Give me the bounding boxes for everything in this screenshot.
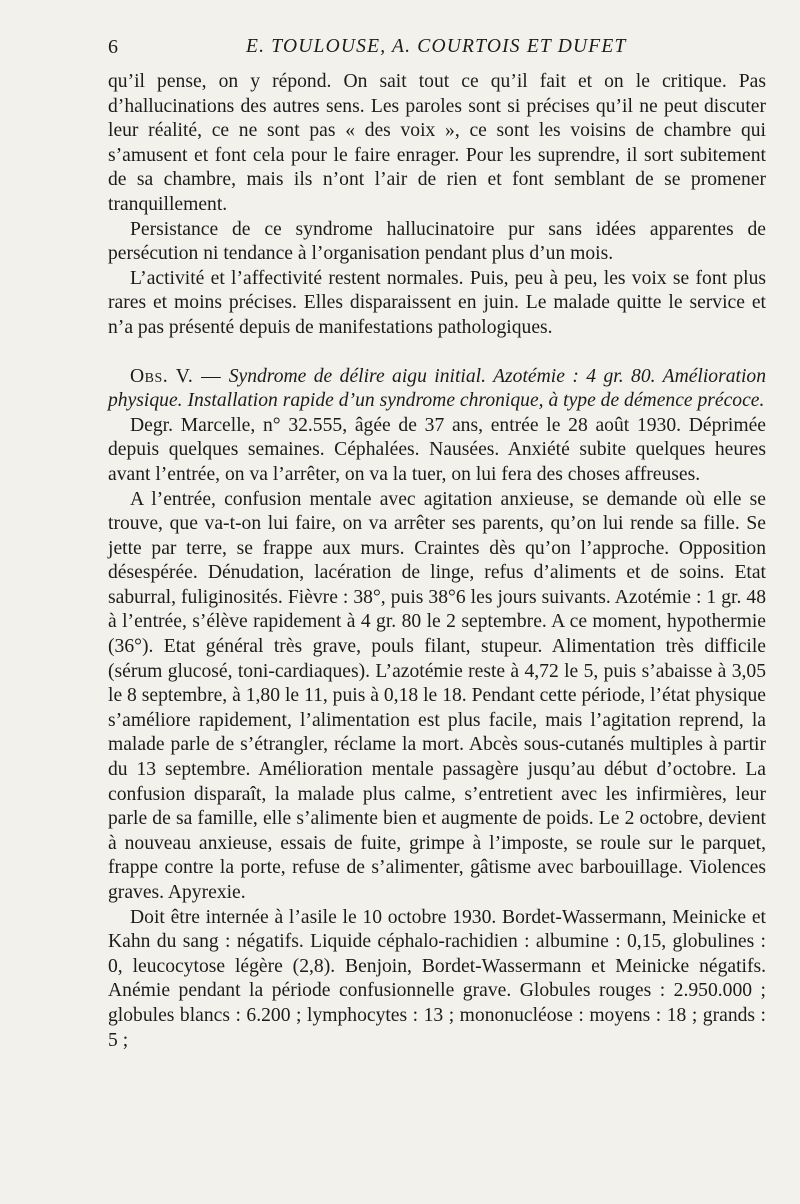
observation-title: Syndrome de délire aigu initial. Azotémie : 4 gr. 80. Amélioration physique. Installation rapide d’un syndrome chronique, à type de démence précoce. [108,365,767,412]
observation-heading [108,365,766,414]
page-header [108,22,766,66]
body-text [108,70,766,1053]
paragraph-persistence: Persistance de ce syndrome hallucinatoire pur sans idées apparentes de persécution ni tendance à l’organisation pendant plus d’un mois. [108,218,766,265]
paragraph-admission: A l’entrée, confusion mentale avec agitation anxieuse, se demande où elle se trouve, que va-t-on lui faire, on va arrêter ses parents, qu’on lui rende sa fille. Se jette par terre, se frappe aux murs. Craintes dès qu’on l’approche. Opposition désespérée. Dénudation, lacération de linge, refus d’aliments et de soins. Etat saburral, fuliginosités. Fièvre : 38°, puis 38°6 les jours suivants. Azotémie : 1 gr. 48 à l’entrée, s’élève rapidement à 4 gr. 80 le 2 septembre. A ce moment, hypothermie (36°). Etat général très grave, pouls filant, stupeur. Alimentation très difficile (sérum glucosé, toni-cardiaques). L’azotémie reste à 4,72 le 5, puis s’abaisse à 3,05 le 8 septembre, à 1,80 le 11, puis à 0,18 le 18. Pendant cette période, l’état physique s’améliore rapidement, l’alimentation est plus facile, mais l’agitation reprend, la malade parle de s’étrangler, réclame la mort. Abcès sous-cutanés multiples à partir du 13 septembre. Amélioration mentale passagère jusqu’au début d’octobre. La confusion disparaît, la malade plus calme, s’entretient avec les infirmières, leur parle de sa famille, elle s’alimente bien et augmente de poids. Le 2 octobre, devient à nouveau anxieuse, essais de fuite, grimpe à l’imposte, se roule sur le parquet, frappe contre la porte, refuse de s’alimenter, gâtisme avec barbouillage. Violences graves. Apyrexie. [108,488,766,903]
paragraph-continuation: qu’il pense, on y répond. On sait tout ce qu’il fait et on le critique. Pas d’hallucinations des autres sens. Les paroles sont si précises qu’il ne peut discuter leur réalité, ce ne sont pas « des voix », ce sont les voisins de chambre qui s’amusent et font cela pour le faire enrager. Pour les suprendre, il sort subitement de sa chambre, mais ils n’ont l’air de rien et font semblant de se promener tranquillement. [108,71,766,215]
paragraph-internment: Doit être internée à l’asile le 10 octobre 1930. Bordet-Wassermann, Meinicke et Kahn du sang : négatifs. Liquide céphalo-rachidien : albumine : 0,15, globulines : 0, leucocytose légère (2,8). Benjoin, Bordet-Wassermann et Meinicke négatifs. Anémie pendant la période confusionnelle grave. Globules rouges : 2.950.000 ; globules blancs : 6.200 ; lymphocytes : 13 ; mononucléose : moyens : 18 ; grands : 5 ; [108,906,766,1051]
running-head: E. TOULOUSE, A. COURTOIS ET DUFET [246,36,627,57]
page-number: 6 [108,36,118,58]
paragraph-activity: L’activité et l’affectivité restent normales. Puis, peu à peu, les voix se font plus rares et moins précises. Elles disparaissent en juin. Le malade quitte le service et n’a pas présenté depuis de manifestations pathologiques. [108,267,766,338]
observation-label: Obs. V. — [130,365,222,387]
paragraph-patient-intro: Degr. Marcelle, n° 32.555, âgée de 37 ans, entrée le 28 août 1930. Déprimée depuis quelques semaines. Céphalées. Nausées. Anxiété subite quelques heures avant l’entrée, on va l’arrêter, on va la tuer, on lui fera des choses affreuses. [108,414,766,485]
